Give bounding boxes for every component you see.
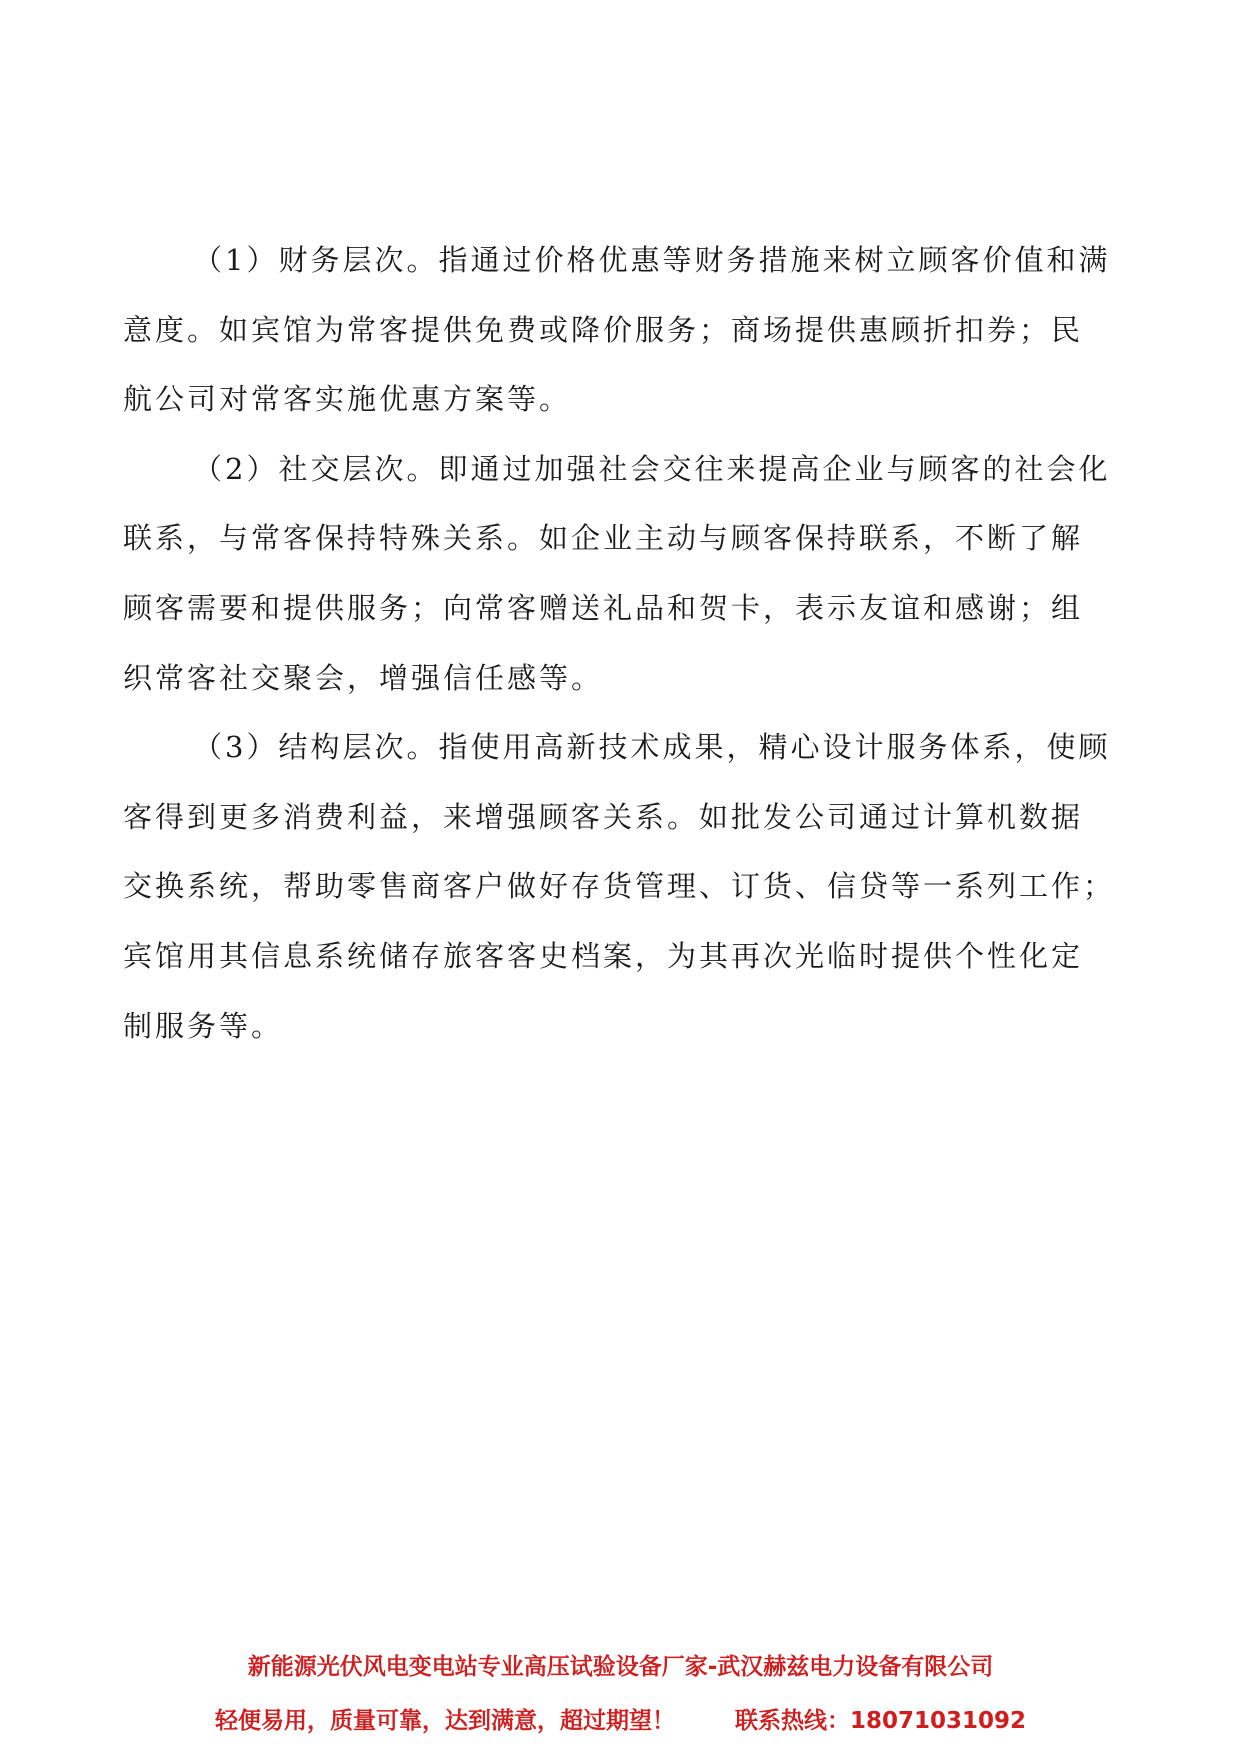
footer-company: 新能源光伏风电变电站专业高压试验设备厂家-武汉赫兹电力设备有限公司 (247, 1654, 994, 1680)
paragraph-structural-line: 制服务等。 (123, 1008, 284, 1043)
paragraph-social-line: 顾客需要和提供服务；向常客赠送礼品和贺卡，表示友谊和感谢；组 (123, 590, 1084, 625)
paragraph-financial-line: 意度。如宾馆为常客提供免费或降价服务；商场提供惠顾折扣券；民 (123, 312, 1084, 347)
paragraph-social-line: （2）社交层次。即通过加强社会交往来提高企业与顾客的社会化 (193, 451, 1111, 486)
footer-hotline: 联系热线：18071031092 (734, 1708, 1027, 1734)
paragraph-social-line: 织常客社交聚会，增强信任感等。 (123, 660, 604, 695)
body-text (123, 226, 1143, 1061)
footer-contact (0, 1702, 1241, 1735)
paragraph-financial-line: （1）财务层次。指通过价格优惠等财务措施来树立顾客价值和满 (193, 243, 1111, 277)
paragraph-structural-line: 客得到更多消费利益，来增强顾客关系。如批发公司通过计算机数据 (123, 799, 1084, 834)
paragraph-structural-line: （3）结构层次。指使用高新技术成果，精心设计服务体系，使顾 (193, 730, 1111, 765)
paragraph-structural-line: 宾馆用其信息系统储存旅客客史档案，为其再次光临时提供个性化定 (123, 938, 1084, 973)
footer-slogan: 轻便易用，质量可靠，达到满意，超过期望！ (214, 1708, 675, 1734)
paragraph-social-line: 联系，与常客保持特殊关系。如企业主动与顾客保持联系，不断了解 (123, 521, 1084, 556)
paragraph-structural-line: 交换系统，帮助零售商客户做好存货管理、订货、信贷等一系列工作； (123, 869, 1116, 904)
paragraph-financial-line: 航公司对常客实施优惠方案等。 (123, 382, 572, 417)
